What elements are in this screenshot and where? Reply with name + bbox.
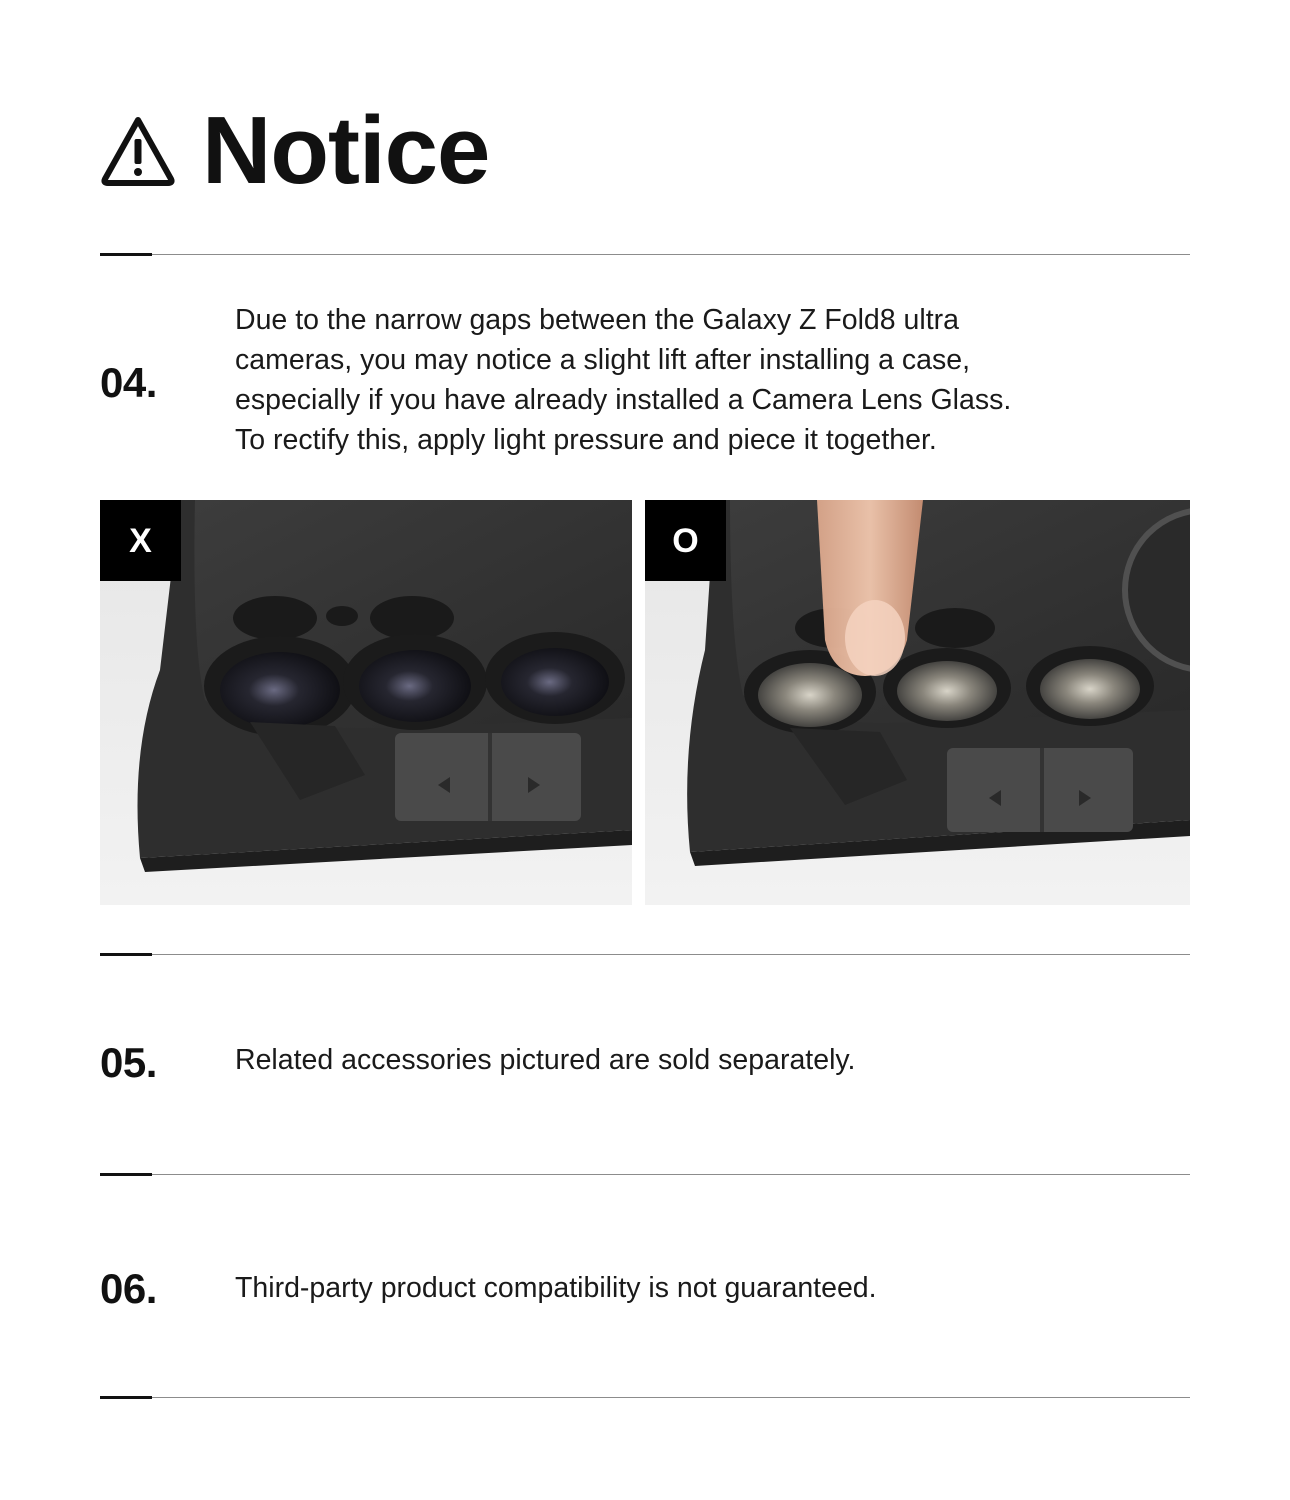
section-divider bbox=[100, 954, 1190, 955]
text-line: Third-party product compatibility is not guaranteed. bbox=[235, 1272, 877, 1304]
section-divider bbox=[100, 1174, 1190, 1175]
page-title: Notice bbox=[202, 97, 490, 204]
text-line: especially if you have already installed a Camera Lens Glass. bbox=[235, 384, 1012, 416]
incorrect-mark-badge: X bbox=[100, 500, 181, 581]
section-divider bbox=[100, 1397, 1190, 1398]
section-number-04: 04. bbox=[100, 359, 157, 406]
section-text-05 bbox=[235, 1040, 1135, 1080]
warning-triangle-icon bbox=[100, 115, 176, 187]
section-number-06: 06. bbox=[100, 1265, 157, 1312]
text-line: To rectify this, apply light pressure and piece it together. bbox=[235, 424, 937, 456]
notice-header bbox=[100, 96, 489, 206]
text-line: Related accessories pictured are sold separately. bbox=[235, 1044, 856, 1076]
section-divider bbox=[100, 254, 1190, 255]
photo-correct-install bbox=[645, 500, 1190, 905]
section-number-05: 05. bbox=[100, 1039, 157, 1086]
correct-mark-badge: O bbox=[645, 500, 726, 581]
photo-incorrect-install bbox=[100, 500, 632, 905]
section-text-04 bbox=[235, 300, 1135, 460]
text-line: cameras, you may notice a slight lift after installing a case, bbox=[235, 344, 971, 376]
section-text-06 bbox=[235, 1268, 1135, 1308]
text-line: Due to the narrow gaps between the Galaxy Z Fold8 ultra bbox=[235, 304, 959, 336]
phone-case-finger-press-image bbox=[645, 500, 1190, 905]
